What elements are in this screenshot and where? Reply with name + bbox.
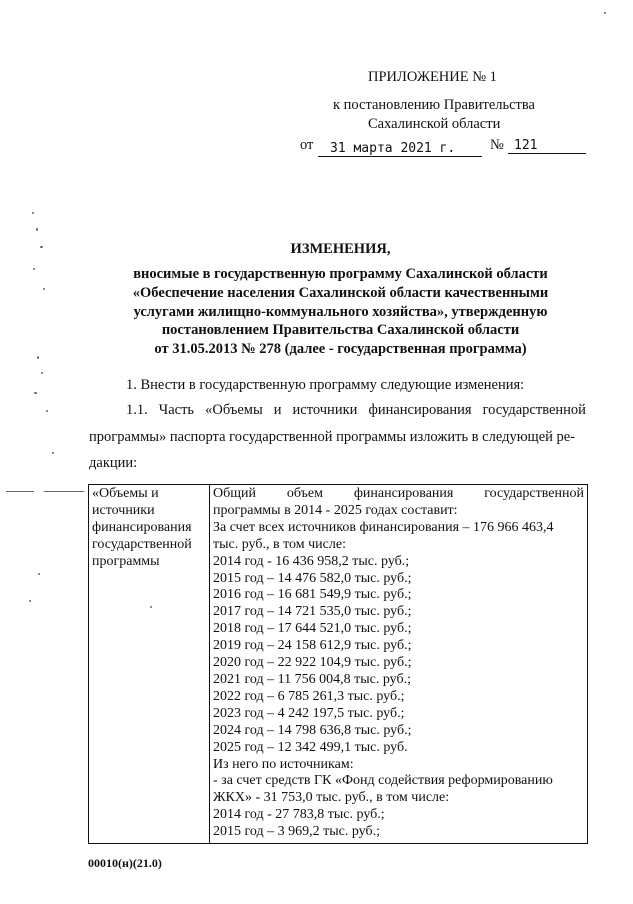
year-line: 2024 год – 14 798 636,8 тыс. руб.; [213,722,412,738]
word: Общий [213,486,256,501]
title-line-3: услугами жилищно-коммунального хозяйства», утвержденную [133,304,548,320]
scan-speck [29,600,31,602]
appendix-label: ПРИЛОЖЕНИЕ № 1 [368,69,497,85]
scan-speck [37,356,39,359]
date-underline [318,156,482,157]
year-line: 2018 год – 17 644 521,0 тыс. руб.; [213,621,412,637]
left-cell-line: государственной [92,536,192,552]
financing-table [88,484,588,844]
scan-speck [40,246,43,248]
item-1-1-line-3: дакции: [89,455,138,471]
intro-line-1 [213,486,584,503]
word: источники [292,402,358,418]
fund-year-line: 2015 год – 3 969,2 тыс. руб.; [213,824,380,840]
total-line-1: За счет всех источников финансирования – 176 966 463,4 [213,519,554,535]
scan-speck [36,228,38,231]
word: финансирования [368,402,472,418]
scan-speck [33,268,35,270]
total-line-2: тыс. руб., в том числе: [213,536,346,552]
table-left-cell [89,485,210,844]
title-line-2: «Обеспечение населения Сахалинской области качественными [132,285,549,301]
word: «Объемы [205,402,263,418]
word: Часть [158,402,195,418]
year-line: 2017 год – 14 721 535,0 тыс. руб.; [213,604,412,620]
year-line: 2014 год - 16 436 958,2 тыс. руб.; [213,553,410,569]
scan-speck [150,606,152,608]
title-line-1: вносимые в государственную программу Сахалинской области [133,266,548,282]
left-cell-line: финансирования [92,519,192,535]
item-1: 1. Внести в государственную программу следующие изменения: [126,377,525,393]
item-1-1-line-2: программы» паспорта государственной программы изложить в следующей ре- [89,429,576,445]
scan-speck [46,410,48,412]
scan-dash [6,491,34,492]
handwritten-date: 31 марта 2021 г. [330,141,456,156]
region-line: Сахалинской области [368,116,501,132]
year-line: 2023 год – 4 242 197,5 тыс. руб.; [213,705,405,721]
scan-speck [32,212,34,214]
table-right-cell [210,485,588,844]
fund-line-2: ЖКХ» - 31 753,0 тыс. руб., в том числе: [213,790,450,806]
word: государственной [484,486,584,501]
fund-line-1: - за счет средств ГК «Фонд содействия реформированию [213,773,553,789]
document-code: 00010(н)(21.0) [88,856,162,870]
year-line: 2022 год – 6 785 261,3 тыс. руб.; [213,688,405,704]
year-line: 2021 год – 11 756 004,8 тыс. руб.; [213,671,411,687]
word: 1.1. [126,402,148,418]
word: и [273,402,282,418]
resolution-line: к постановлению Правительства [333,97,535,113]
word: финансирования [353,486,454,501]
title-line-5: от 31.05.2013 № 278 (далее - государственная программа) [154,341,527,357]
word: объем [286,486,323,501]
date-from-label: от [300,137,314,153]
scan-speck [43,288,45,290]
scan-speck [41,372,43,374]
fund-year-line: 2014 год - 27 783,8 тыс. руб.; [213,807,385,823]
scan-speck [604,12,606,14]
intro-line-2: программы в 2014 - 2025 годах составит: [213,502,458,518]
left-cell-line: программы [92,553,160,569]
year-line: 2020 год – 22 922 104,9 тыс. руб.; [213,655,412,671]
left-cell-line: «Объемы и [92,486,159,501]
handwritten-number: 121 [514,138,538,153]
sources-label: Из него по источникам: [213,756,354,772]
number-underline [508,153,586,154]
scan-speck [38,573,40,575]
year-line: 2015 год – 14 476 582,0 тыс. руб.; [213,570,412,586]
item-1-1-line-1 [126,402,586,419]
title-line-4: постановлением Правительства Сахалинской области [161,322,520,338]
number-label: № [490,137,504,153]
scan-speck [52,452,54,454]
scan-dash [44,491,84,492]
scan-speck [34,392,37,394]
year-line: 2016 год – 16 681 549,9 тыс. руб.; [213,587,412,603]
year-line: 2019 год – 24 158 612,9 тыс. руб.; [213,638,412,654]
left-cell-line: источники [92,502,155,518]
changes-heading: ИЗМЕНЕНИЯ, [290,241,391,257]
table-row [89,485,588,844]
word: государственной [482,402,586,418]
year-line: 2025 год – 12 342 499,1 тыс. руб. [213,739,408,755]
